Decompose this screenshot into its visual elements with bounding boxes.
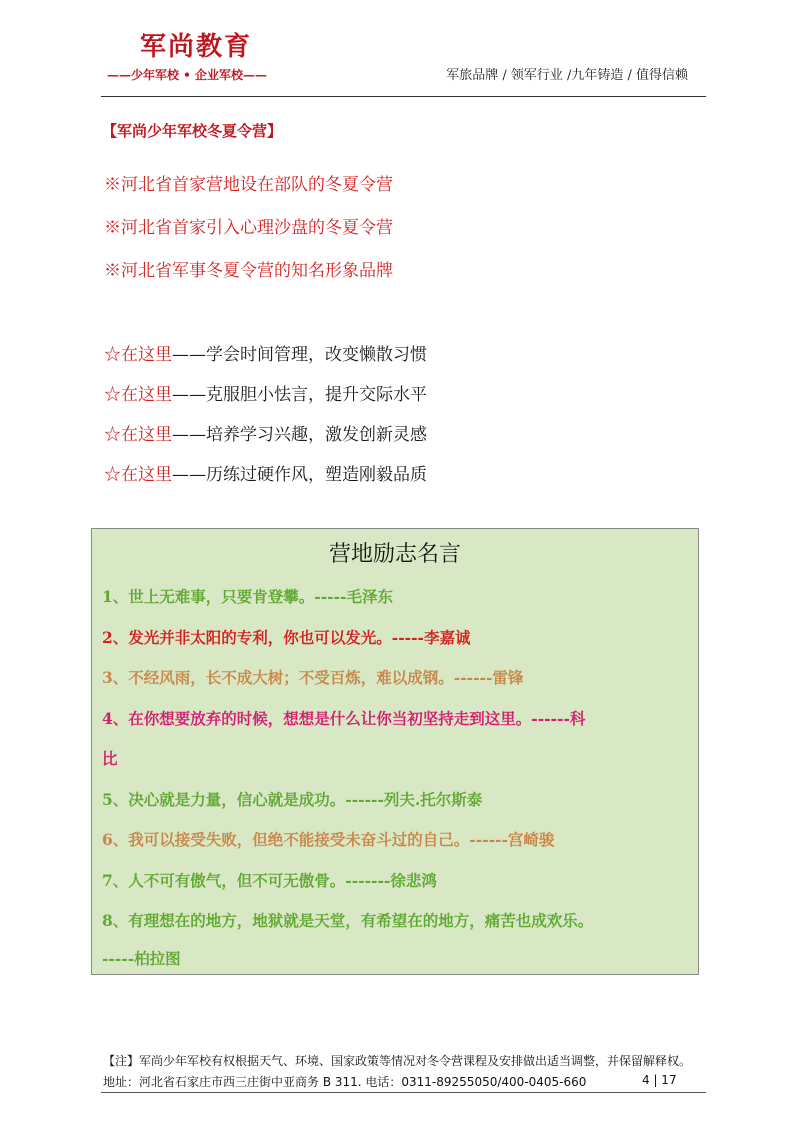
quote-item: 8、有理想在的地方，地狱就是天堂，有希望在的地方，痛苦也成欢乐。 xyxy=(102,911,594,930)
footer-note: 【注】军尚少年军校有权根据天气、环境、国家政策等情况对冬令营课程及安排做出适当调整，并保留解释权。 xyxy=(103,1054,692,1068)
highlight-item: ※河北省首家营地设在部队的冬夏令营 xyxy=(104,175,393,195)
quotes-box xyxy=(91,528,699,975)
benefit-list xyxy=(104,342,427,502)
logo-title: 军尚教育 xyxy=(140,32,253,62)
benefit-text: ——学会时间管理，改变懒散习惯 xyxy=(172,345,427,365)
section-title: 【军尚少年军校冬夏令营】 xyxy=(102,122,283,140)
page-number: 4 | 17 xyxy=(642,1073,677,1087)
quotes-title: 营地励志名言 xyxy=(328,542,461,567)
benefit-item xyxy=(104,382,427,422)
benefit-text: ——历练过硬作风，塑造刚毅品质 xyxy=(172,465,427,485)
quote-item: 7、人不可有傲气，但不可无傲骨。-------徐悲鸿 xyxy=(102,871,437,890)
highlight-item: ※河北省军事冬夏令营的知名形象品牌 xyxy=(104,261,393,281)
quote-item: 6、我可以接受失败，但绝不能接受未奋斗过的自己。------宫崎骏 xyxy=(102,830,555,849)
benefit-text: ——培养学习兴趣，激发创新灵感 xyxy=(172,425,427,445)
benefit-text: ——克服胆小怯言，提升交际水平 xyxy=(172,385,427,405)
footer-address: 地址：河北省石家庄市西三庄街中亚商务 B 311. 电话：0311-89255050/400-0405-660 xyxy=(103,1075,587,1089)
benefit-item xyxy=(104,342,427,382)
quote-item: 3、不经风雨，长不成大树；不受百炼，难以成钢。------雷锋 xyxy=(102,668,524,687)
quote-item-continuation: -----柏拉图 xyxy=(102,949,181,968)
quote-item: 4、在你想要放弃的时候，想想是什么让你当初坚持走到这里。------科 xyxy=(102,709,586,728)
quote-item: 5、决心就是力量，信心就是成功。------列夫.托尔斯泰 xyxy=(102,790,483,809)
footer-divider xyxy=(101,1092,706,1093)
highlight-list xyxy=(104,172,393,301)
quote-item: 2、发光并非太阳的专利，你也可以发光。-----李嘉诚 xyxy=(102,628,471,647)
benefit-prefix: ☆在这里 xyxy=(104,345,172,365)
benefit-prefix: ☆在这里 xyxy=(104,465,172,485)
highlight-item: ※河北省首家引入心理沙盘的冬夏令营 xyxy=(104,218,393,238)
benefit-item xyxy=(104,462,427,502)
benefit-item xyxy=(104,422,427,462)
header-tagline: 军旅品牌 / 领军行业 /九年铸造 / 值得信赖 xyxy=(446,68,688,83)
benefit-prefix: ☆在这里 xyxy=(104,425,172,445)
logo-subtitle: ——少年军校 • 企业军校—— xyxy=(107,68,268,82)
benefit-prefix: ☆在这里 xyxy=(104,385,172,405)
quote-item-continuation: 比 xyxy=(102,749,118,768)
header-divider xyxy=(101,96,706,97)
quote-item: 1、世上无难事，只要肯登攀。-----毛泽东 xyxy=(102,587,393,606)
